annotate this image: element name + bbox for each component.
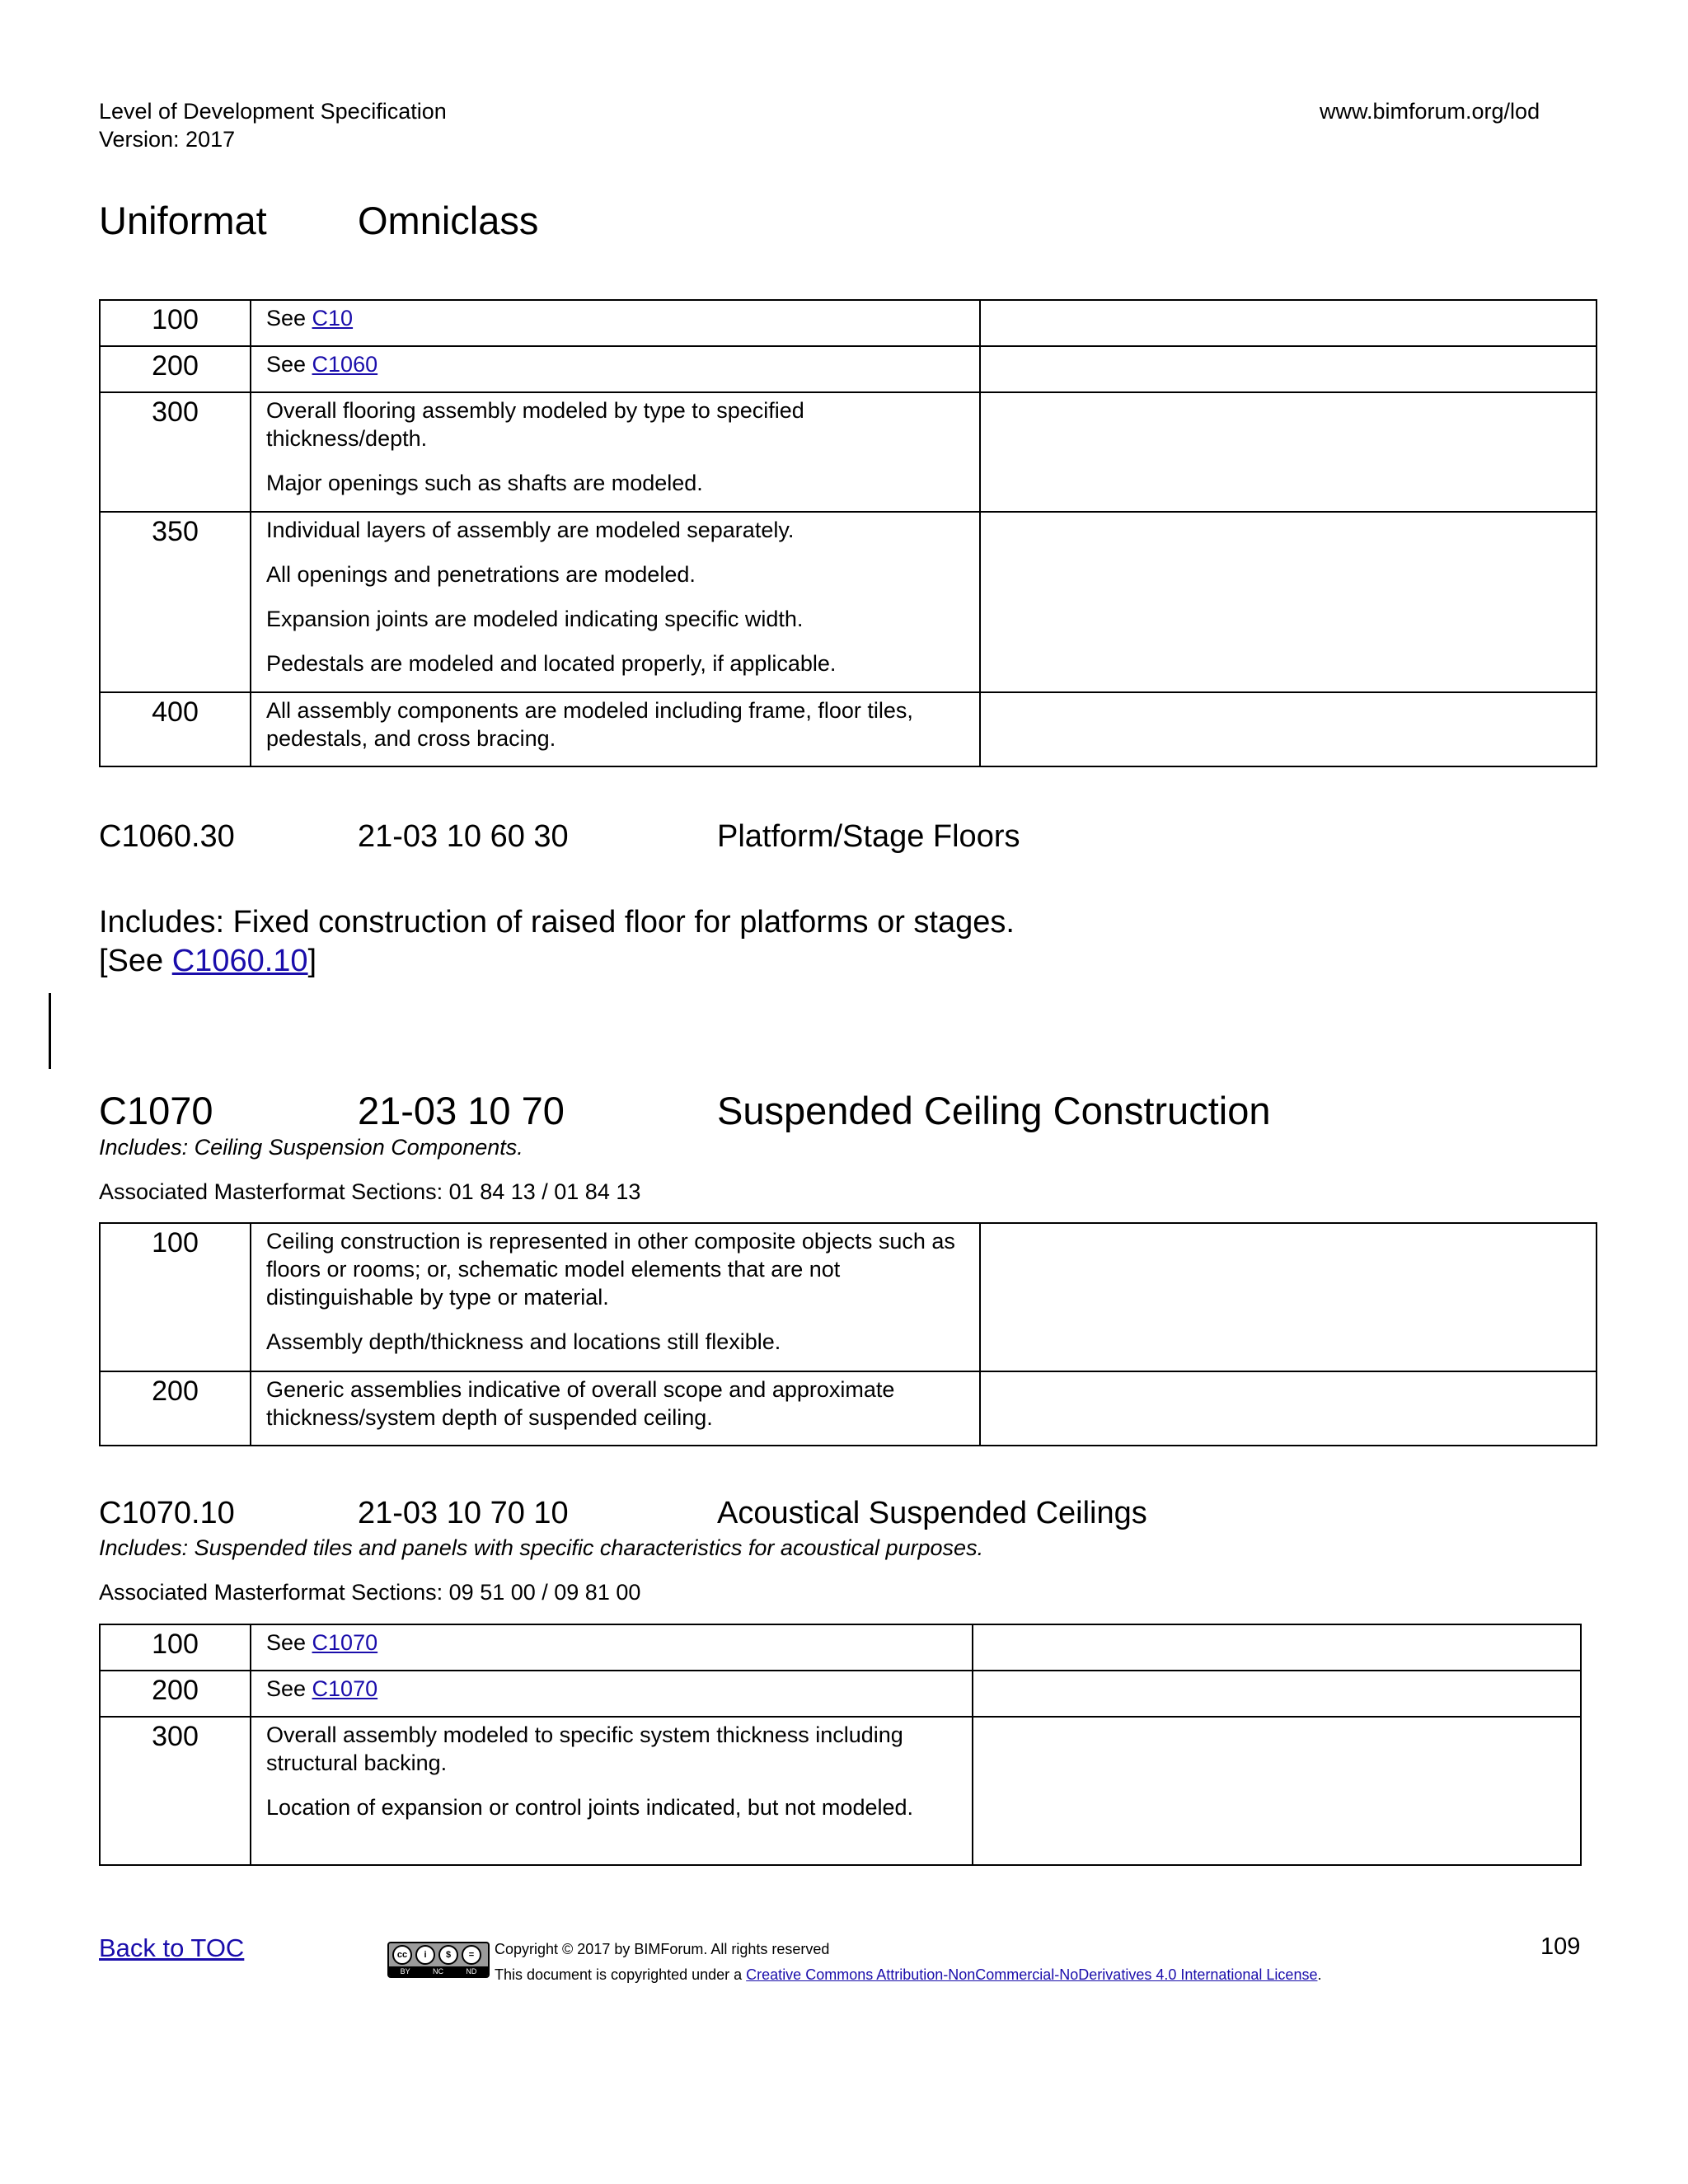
lod-table-acoustical-ceiling xyxy=(99,1624,1582,1866)
lod-notes xyxy=(980,692,1597,766)
table-row xyxy=(100,1624,1581,1671)
section-includes: Includes: Suspended tiles and panels with specific characteristics for acoustical purposes. xyxy=(99,1535,984,1560)
page-number: 109 xyxy=(1540,1933,1581,1960)
table-row xyxy=(100,1717,1581,1865)
section-code: C1060.30 xyxy=(99,819,235,854)
uniformat-heading: Uniformat xyxy=(99,199,267,242)
lod-level: 350 xyxy=(100,512,251,692)
lod-notes xyxy=(973,1671,1581,1717)
lod-description: See C1070 xyxy=(251,1624,973,1671)
link-c1070[interactable]: C1070 xyxy=(312,1676,378,1701)
lod-notes xyxy=(980,1223,1597,1371)
section-code: C1070 xyxy=(99,1089,213,1132)
link-c1060-10[interactable]: C1060.10 xyxy=(171,944,308,978)
section-title: Suspended Ceiling Construction xyxy=(717,1089,1271,1132)
table-row xyxy=(100,692,1597,766)
table-row xyxy=(100,1223,1597,1371)
lod-notes xyxy=(980,346,1597,392)
lod-description: See C1070 xyxy=(251,1671,973,1717)
lod-notes xyxy=(980,392,1597,512)
footer-copyright: Copyright © 2017 by BIMForum. All rights reserved This document is copyrighted under a Creative Commons Attribution-NonCommercial-NoDerivatives 4.0 International License. xyxy=(495,1941,1322,1983)
section-includes: Includes: Fixed construction of raised floor for platforms or stages. xyxy=(99,905,1015,940)
document-version: Version: 2017 xyxy=(99,127,236,152)
creative-commons-badge-icon: cc i $ = BY NC ND xyxy=(387,1942,490,1978)
lod-notes xyxy=(973,1624,1581,1671)
see-reference: [See C1060.10] xyxy=(99,944,317,978)
section-omniclass: 21-03 10 70 xyxy=(358,1089,565,1132)
section-omniclass: 21-03 10 60 30 xyxy=(358,819,569,854)
document-title: Level of Development Specification xyxy=(99,99,447,124)
lod-description: See C10 xyxy=(251,300,980,346)
section-title: Acoustical Suspended Ceilings xyxy=(717,1496,1147,1530)
license-link[interactable]: Creative Commons Attribution-NonCommercial-NoDerivatives 4.0 International License xyxy=(746,1966,1318,1983)
link-c10[interactable]: C10 xyxy=(312,306,354,330)
lod-level: 300 xyxy=(100,1717,251,1865)
lod-notes xyxy=(973,1717,1581,1865)
lod-description: All assembly components are modeled including frame, floor tiles, pedestals, and cross bracing. xyxy=(251,692,980,766)
section-title: Platform/Stage Floors xyxy=(717,819,1020,854)
lod-level: 100 xyxy=(100,1624,251,1671)
table-row xyxy=(100,392,1597,512)
table-row xyxy=(100,346,1597,392)
lod-level: 100 xyxy=(100,1223,251,1371)
lod-description: Generic assemblies indicative of overall scope and approximate thickness/system depth of suspended ceiling. xyxy=(251,1371,980,1446)
lod-notes xyxy=(980,512,1597,692)
table-row xyxy=(100,300,1597,346)
lod-level: 200 xyxy=(100,1671,251,1717)
header-url: www.bimforum.org/lod xyxy=(1320,99,1540,124)
associated-sections: Associated Masterformat Sections: 09 51 00 / 09 81 00 xyxy=(99,1580,641,1605)
lod-level: 100 xyxy=(100,300,251,346)
text-cursor xyxy=(49,993,51,1069)
lod-description: Overall flooring assembly modeled by type to specified thickness/depth. Major openings such as shafts are modeled. xyxy=(251,392,980,512)
omniclass-heading: Omniclass xyxy=(358,199,539,242)
lod-level: 300 xyxy=(100,392,251,512)
lod-level: 400 xyxy=(100,692,251,766)
link-c1060[interactable]: C1060 xyxy=(312,352,378,377)
table-row xyxy=(100,1671,1581,1717)
table-row xyxy=(100,1371,1597,1446)
lod-level: 200 xyxy=(100,346,251,392)
lod-description: Ceiling construction is represented in other composite objects such as floors or rooms; or, schematic model elements that are not distinguishable by type or material. Assembly depth/thickness and locations still flexible. xyxy=(251,1223,980,1371)
lod-description: Overall assembly modeled to specific system thickness including structural backing. Location of expansion or control joints indicated, but not modeled. xyxy=(251,1717,973,1865)
lod-notes xyxy=(980,300,1597,346)
lod-description: See C1060 xyxy=(251,346,980,392)
lod-level: 200 xyxy=(100,1371,251,1446)
link-c1070[interactable]: C1070 xyxy=(312,1630,378,1655)
section-omniclass: 21-03 10 70 10 xyxy=(358,1496,569,1530)
lod-table-suspended-ceiling xyxy=(99,1222,1597,1446)
lod-description: Individual layers of assembly are modeled separately. All openings and penetrations are modeled. Expansion joints are modeled indicating specific width. Pedestals are modeled and located properly, if applicable. xyxy=(251,512,980,692)
section-code: C1070.10 xyxy=(99,1496,235,1530)
lod-notes xyxy=(980,1371,1597,1446)
lod-table-floor xyxy=(99,299,1597,767)
table-row xyxy=(100,512,1597,692)
section-includes: Includes: Ceiling Suspension Components. xyxy=(99,1135,523,1160)
associated-sections: Associated Masterformat Sections: 01 84 13 / 01 84 13 xyxy=(99,1179,641,1204)
back-to-toc-link[interactable]: Back to TOC xyxy=(99,1933,245,1962)
